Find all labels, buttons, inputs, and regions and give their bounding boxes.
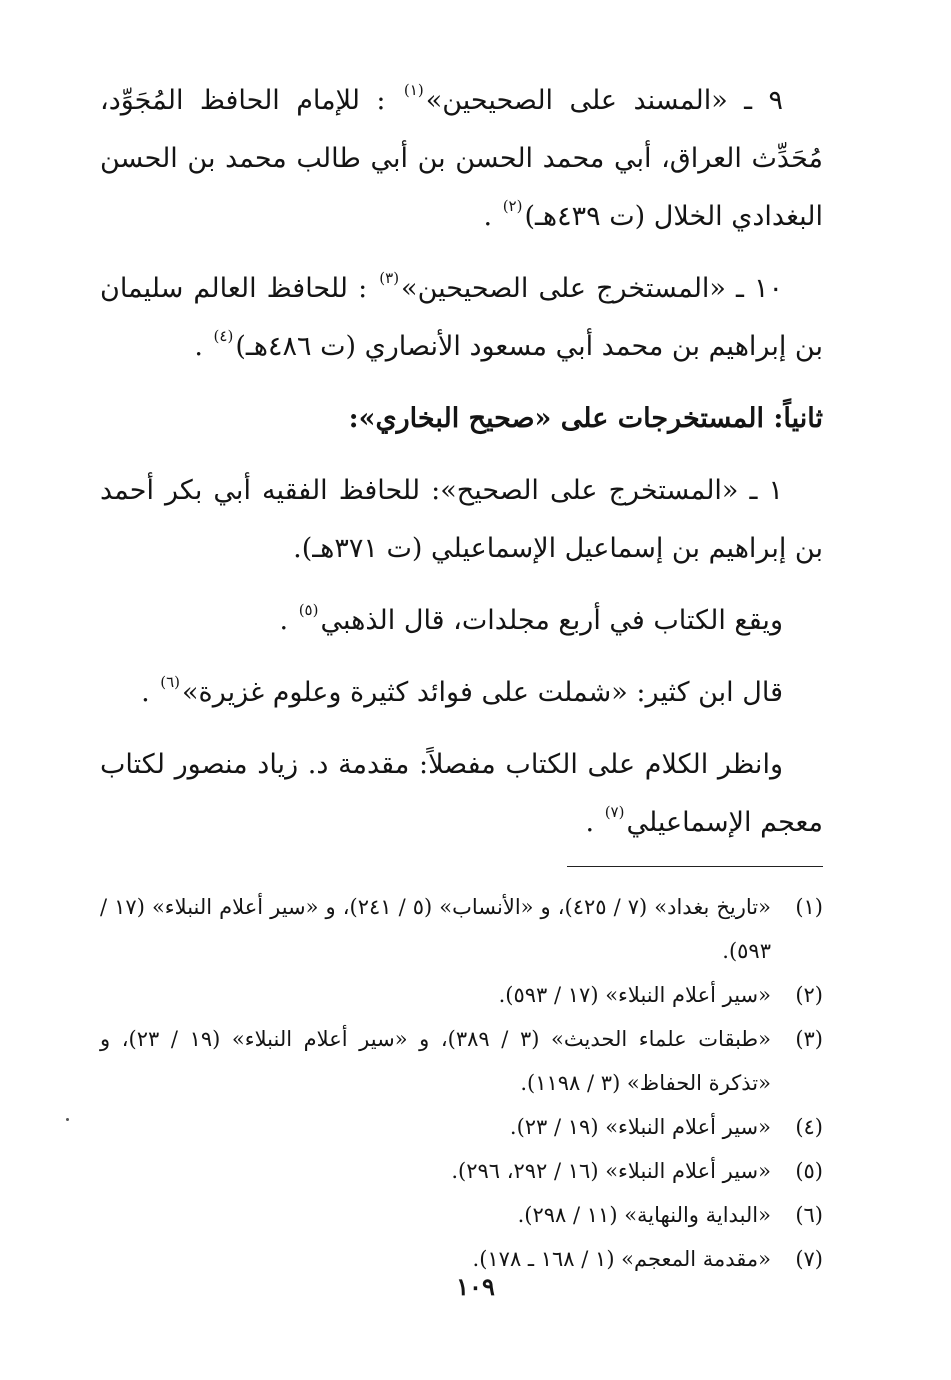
- footnote-ref-6[interactable]: (٦): [160, 673, 181, 691]
- footnote-text: «طبقات علماء الحديث» (٣ / ٣٨٩)، و «سير أعلام النبلاء» (١٩ / ٢٣)، و «تذكرة الحفاظ» (٣ / ١١٩٨).: [100, 1027, 771, 1095]
- footnote-2: [100, 973, 823, 1017]
- footnote-text: «سير أعلام النبلاء» (١٦ / ٢٩٢، ٢٩٦).: [451, 1159, 771, 1183]
- page-number: ١٠٩: [456, 1272, 495, 1301]
- item-10-body: : للحافظ العالم سليمان بن إبراهيم بن محمد أبي مسعود الأنصاري (ت ٤٨٦هـ): [100, 273, 823, 362]
- paragraph-ibn-kathir: [100, 664, 823, 722]
- paragraph-item-9: [100, 72, 823, 246]
- footnote-number: (٣): [795, 1027, 823, 1051]
- scan-speck: [66, 1118, 69, 1121]
- footnote-text: «تاريخ بغداد» (٧ / ٤٢٥)، و «الأنساب» (٥ / ٢٤١)، و «سير أعلام النبلاء» (١٧ / ٥٩٣).: [100, 895, 771, 963]
- footnote-ref-3[interactable]: (٣): [379, 269, 400, 287]
- item-10-title: ١٠ ـ «المستخرج على الصحيحين»: [401, 273, 783, 304]
- see-also-text: وانظر الكلام على الكتاب مفصلاً: مقدمة د. زياد منصور لكتاب معجم الإسماعيلي: [100, 749, 823, 838]
- item-9-title: ٩ ـ «المسند على الصحيحين»: [425, 85, 783, 116]
- footnote-ref-7[interactable]: (٧): [604, 803, 625, 821]
- footnote-number: (٢): [795, 983, 823, 1007]
- footnote-4: [100, 1105, 823, 1149]
- footnote-divider: [567, 866, 823, 867]
- paragraph-volumes: [100, 592, 823, 650]
- see-also-end: .: [585, 807, 603, 838]
- footnote-text: «مقدمة المعجم» (١ / ١٦٨ ـ ١٧٨).: [472, 1247, 771, 1271]
- paragraph-see-also: [100, 736, 823, 852]
- volumes-end: .: [279, 605, 297, 636]
- footnote-number: (٧): [795, 1247, 823, 1271]
- footnote-6: [100, 1193, 823, 1237]
- footnotes: [100, 885, 823, 1281]
- volumes-text: ويقع الكتاب في أربع مجلدات، قال الذهبي: [320, 605, 783, 636]
- footnote-number: (٤): [795, 1115, 823, 1139]
- footnote-1: [100, 885, 823, 973]
- footnote-ref-2[interactable]: (٢): [502, 197, 523, 215]
- ibn-kathir-end: .: [141, 677, 159, 708]
- item-9-body: : للإمام الحافظ المُجَوِّد، مُحَدِّث العراق، أبي محمد الحسن بن أبي طالب محمد بن الحسن البغدادي الخلال (ت ٤٣٩هـ): [100, 85, 823, 232]
- ibn-kathir-text: قال ابن كثير: «شملت على فوائد كثيرة وعلوم غزيرة»: [182, 677, 783, 708]
- footnote-3: [100, 1017, 823, 1105]
- footnote-ref-1[interactable]: (١): [403, 81, 424, 99]
- footnote-5: [100, 1149, 823, 1193]
- footnote-number: (٥): [795, 1159, 823, 1183]
- footnote-text: «سير أعلام النبلاء» (١٧ / ٥٩٣).: [498, 983, 771, 1007]
- item-10-end: .: [194, 331, 212, 362]
- footnote-ref-4[interactable]: (٤): [213, 327, 234, 345]
- footnote-text: «سير أعلام النبلاء» (١٩ / ٢٣).: [509, 1115, 771, 1139]
- footnote-number: (١): [795, 895, 823, 919]
- section-heading: ثانياً: المستخرجات على «صحيح البخاري»:: [348, 403, 823, 434]
- item-9-end: .: [483, 201, 501, 232]
- footnote-text: «البداية والنهاية» (١١ / ٢٩٨).: [517, 1203, 771, 1227]
- footnote-ref-5[interactable]: (٥): [298, 601, 319, 619]
- paragraph-bukhari-item-1: ١ ـ «المستخرج على الصحيح»: للحافظ الفقيه أبي بكر أحمد بن إبراهيم بن إسماعيل الإسماعيلي (ت ٣٧١هـ).: [100, 475, 823, 564]
- paragraph-item-10: [100, 260, 823, 376]
- footnote-number: (٦): [795, 1203, 823, 1227]
